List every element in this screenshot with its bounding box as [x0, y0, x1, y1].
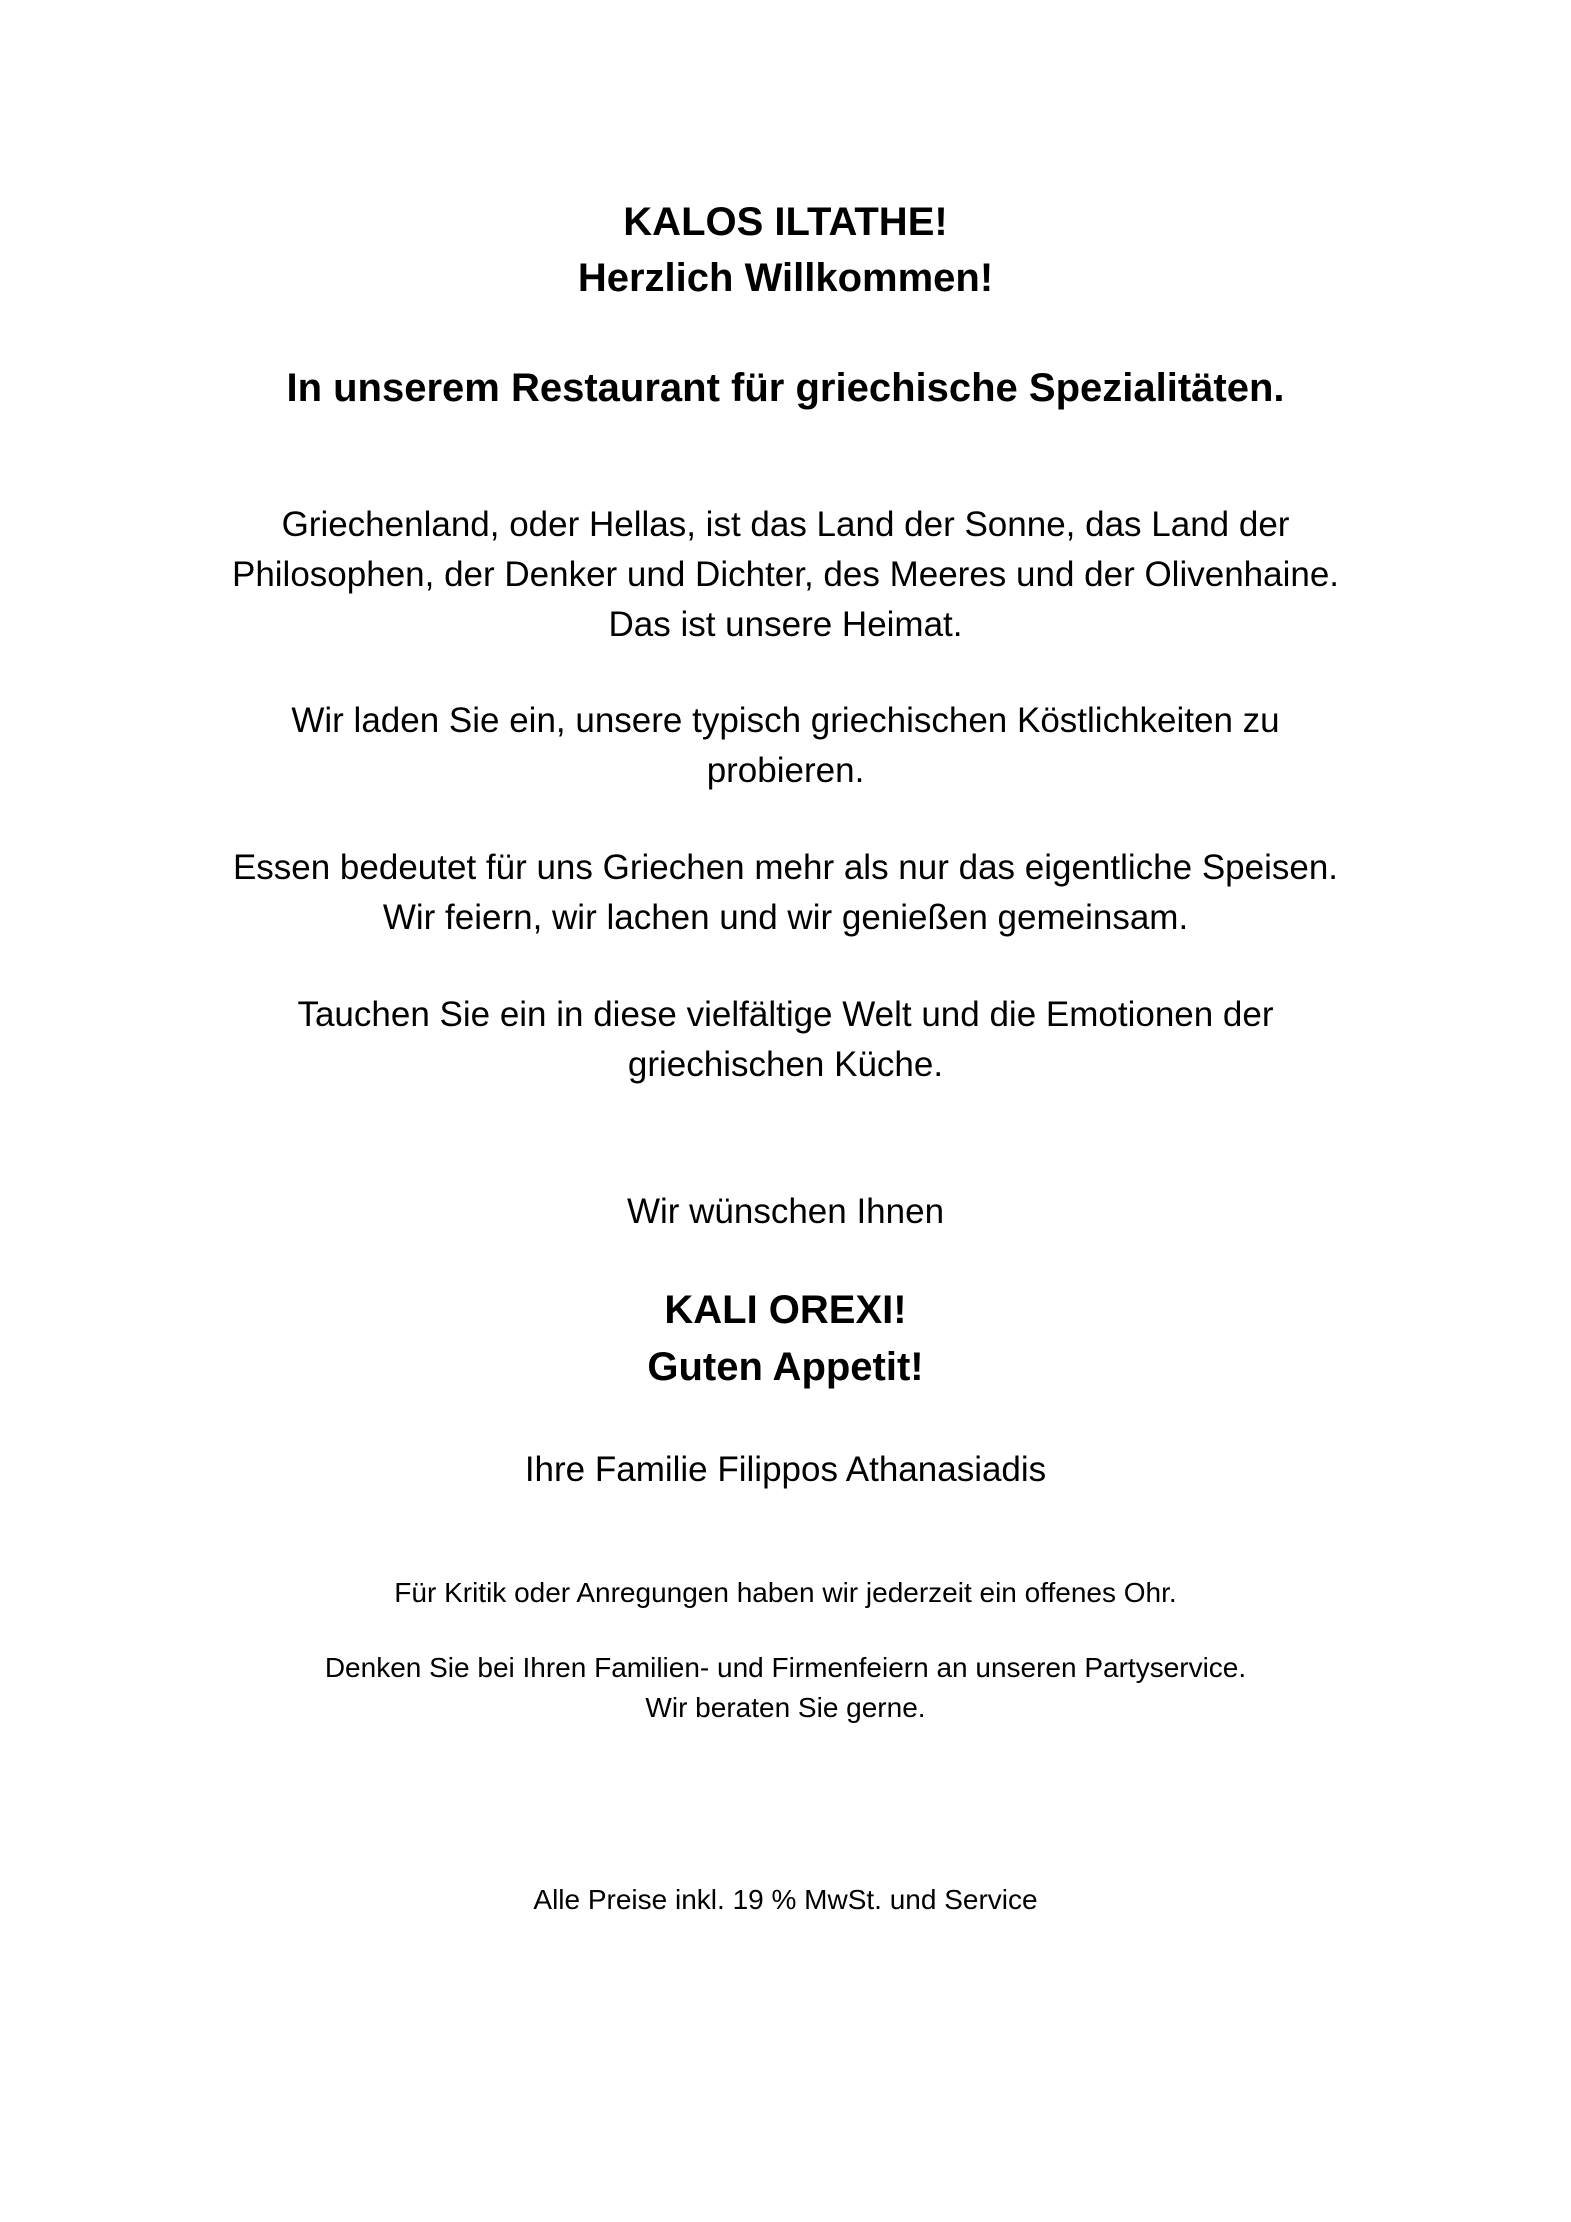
- feedback-note: Für Kritik oder Anregungen haben wir jederzeit ein offenes Ohr.: [394, 1577, 1177, 1608]
- party-service-note: Denken Sie bei Ihren Familien- und Firmenfeiern an unseren Partyservice.: [324, 1652, 1247, 1683]
- intro-line: Griechenland, oder Hellas, ist das Land der Sonne, das Land der: [281, 505, 1290, 544]
- intro-line: griechischen Küche.: [627, 1045, 944, 1084]
- intro-line: Wir laden Sie ein, unsere typisch griechischen Köstlichkeiten zu: [291, 701, 1280, 740]
- intro-line: Philosophen, der Denker und Dichter, des Meeres und der Olivenhaine.: [231, 555, 1340, 594]
- intro-line: Essen bedeutet für uns Griechen mehr als nur das eigentliche Speisen.: [232, 848, 1339, 887]
- family-signature: Ihre Familie Filippos Athanasiadis: [524, 1450, 1047, 1489]
- price-note: Alle Preise inkl. 19 % MwSt. und Service: [533, 1884, 1038, 1915]
- intro-line: probieren.: [706, 751, 865, 790]
- intro-line: Das ist unsere Heimat.: [608, 605, 963, 644]
- appetit-german: Guten Appetit!: [647, 1345, 924, 1389]
- closing-wish: Wir wünschen Ihnen: [626, 1192, 945, 1231]
- welcome-title-german: Herzlich Willkommen!: [577, 256, 994, 300]
- welcome-title-greek: KALOS ILTATHE!: [623, 200, 948, 244]
- party-service-note: Wir beraten Sie gerne.: [645, 1692, 926, 1723]
- intro-line: Wir feiern, wir lachen und wir genießen gemeinsam.: [382, 898, 1189, 937]
- appetit-greek: KALI OREXI!: [664, 1288, 907, 1332]
- intro-line: Tauchen Sie ein in diese vielfältige Welt und die Emotionen der: [297, 995, 1274, 1034]
- restaurant-subtitle: In unserem Restaurant für griechische Spezialitäten.: [286, 366, 1285, 410]
